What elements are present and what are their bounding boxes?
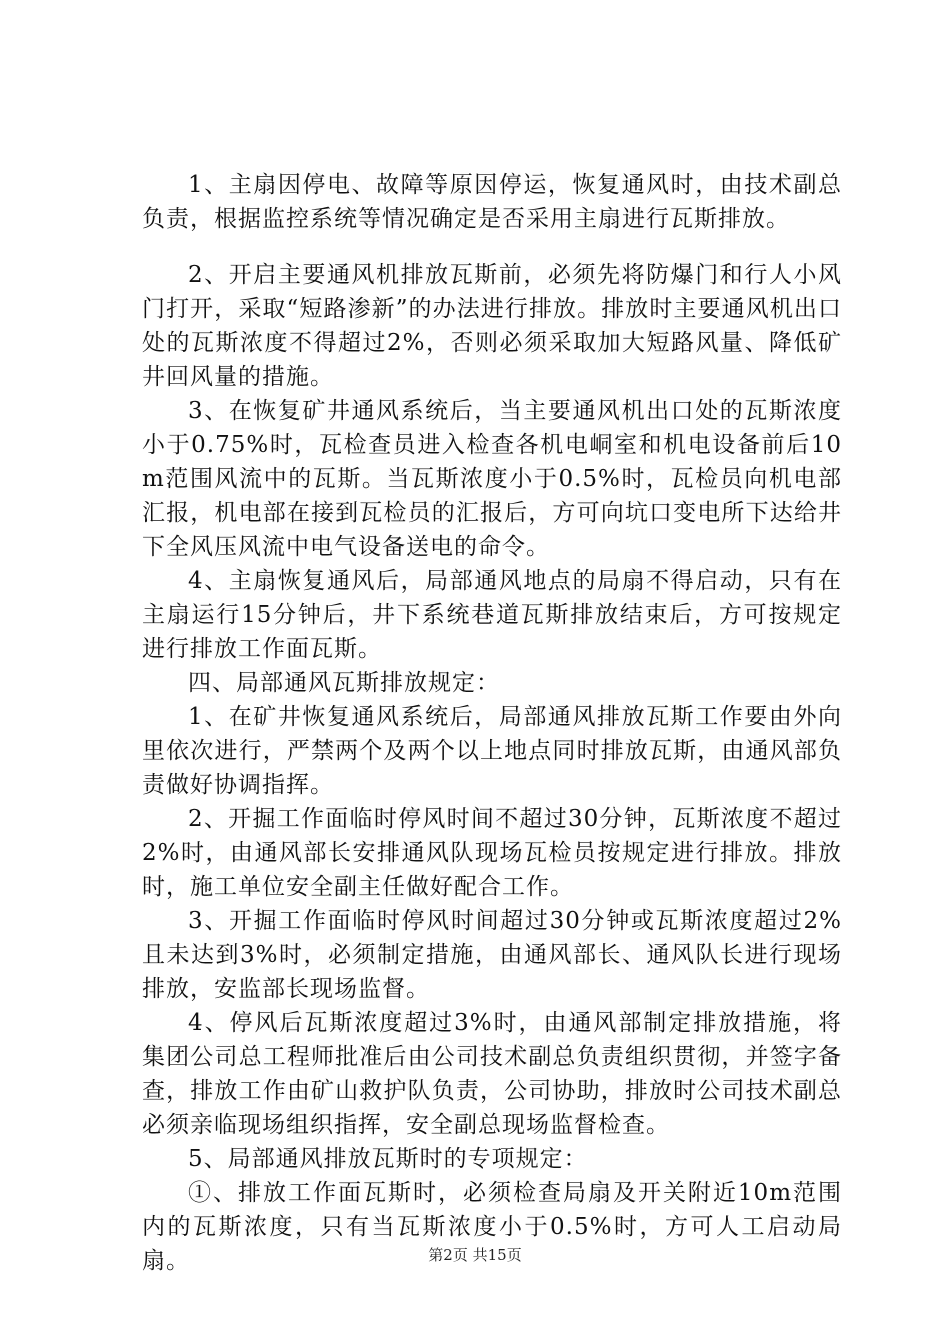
paragraph-7: 3、开掘工作面临时停风时间超过30分钟或瓦斯浓度超过2%且未达到3%时，必须制定措施，由通风部长、通风队长进行现场排放，安监部长现场监督。 [142, 908, 842, 1002]
paragraph-6: 2、开掘工作面临时停风时间不超过30分钟，瓦斯浓度不超过2%时，由通风部长安排通风队现场瓦检员按规定进行排放。排放时，施工单位安全副主任做好配合工作。 [142, 806, 842, 900]
document-body [142, 168, 842, 1278]
paragraph-5: 1、在矿井恢复通风系统后，局部通风排放瓦斯工作要由外向里依次进行，严禁两个及两个以上地点同时排放瓦斯，由通风部负责做好协调指挥。 [142, 704, 842, 798]
paragraph-2: 2、开启主要通风机排放瓦斯前，必须先将防爆门和行人小风门打开，采取“短路渗新”的办法进行排放。排放时主要通风机出口处的瓦斯浓度不得超过2%，否则必须采取加大短路风量、降低矿井回风量的措施。 [142, 262, 842, 390]
paragraph-9: 5、局部通风排放瓦斯时的专项规定： [188, 1146, 588, 1172]
paragraph-3: 3、在恢复矿井通风系统后，当主要通风机出口处的瓦斯浓度小于0.75%时，瓦检查员进入检查各机电峒室和机电设备前后10m范围风流中的瓦斯。当瓦斯浓度小于0.5%时，瓦检员向机电部汇报，机电部在接到瓦检员的汇报后，方可向坑口变电所下达给井下全风压风流中电气设备送电的命令。 [142, 398, 842, 560]
page-number-footer: 第2页 共15页 [428, 1246, 522, 1264]
paragraph-10: ①、排放工作面瓦斯时，必须检查局扇及开关附近10m范围内的瓦斯浓度，只有当瓦斯浓度小于0.5%时，方可人工启动局扇。 [142, 1180, 842, 1274]
paragraph-8: 4、停风后瓦斯浓度超过3%时，由通风部制定排放措施，将集团公司总工程师批准后由公司技术副总负责组织贯彻，并签字备查，排放工作由矿山救护队负责，公司协助，排放时公司技术副总必须亲临现场组织指挥，安全副总现场监督检查。 [142, 1010, 842, 1138]
paragraph-4: 4、主扇恢复通风后，局部通风地点的局扇不得启动，只有在主扇运行15分钟后，井下系统巷道瓦斯排放结束后，方可按规定进行排放工作面瓦斯。 [142, 568, 842, 662]
section-heading: 四、局部通风瓦斯排放规定： [188, 670, 500, 696]
paragraph-1: 1、主扇因停电、故障等原因停运，恢复通风时，由技术副总负责，根据监控系统等情况确定是否采用主扇进行瓦斯排放。 [142, 172, 842, 232]
